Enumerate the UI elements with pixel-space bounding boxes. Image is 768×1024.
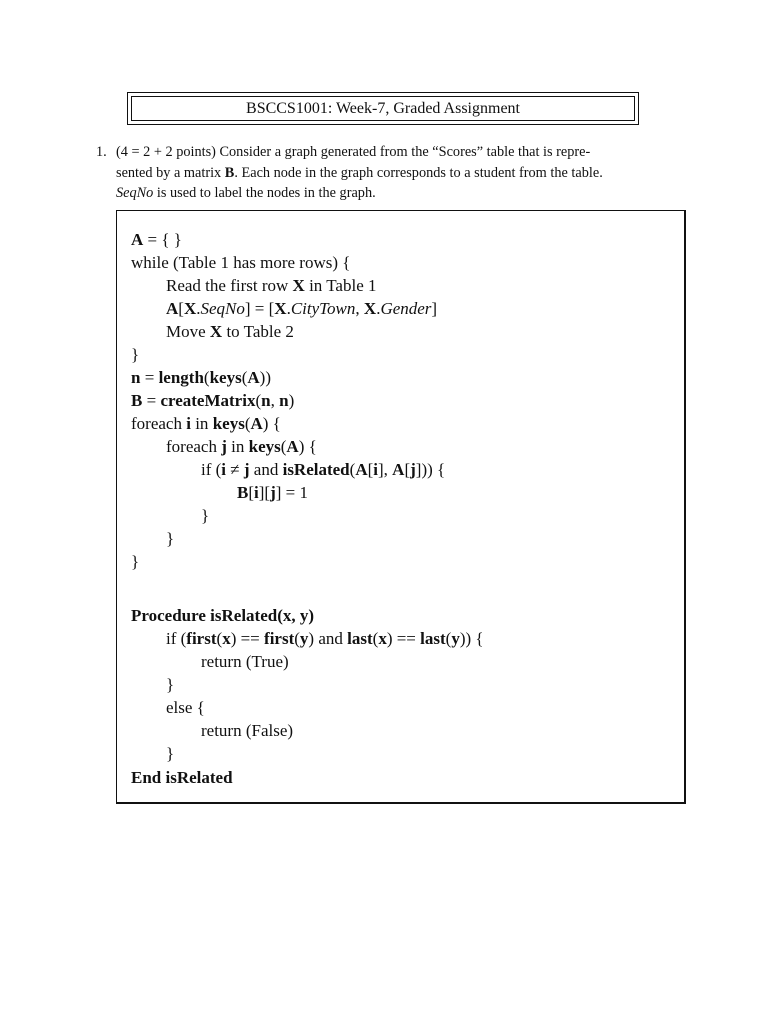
code-line xyxy=(131,229,182,251)
code-token: ] = [ xyxy=(244,299,275,318)
code-line xyxy=(131,390,294,412)
question-line-3 xyxy=(116,183,686,204)
code-token: i xyxy=(254,483,259,502)
code-token: i xyxy=(221,460,227,479)
code-token: ) { xyxy=(262,414,281,433)
code-token: A xyxy=(392,460,405,479)
page-title: BSCCS1001: Week-7, Graded Assignment xyxy=(131,96,635,121)
code-line: } xyxy=(131,552,140,571)
code-token: , xyxy=(270,391,280,410)
code-line: } xyxy=(201,506,210,525)
code-token: y xyxy=(451,629,460,648)
code-token: i xyxy=(373,460,378,479)
pseudocode-box xyxy=(116,210,686,804)
code-line: } xyxy=(166,744,175,763)
code-token: SeqNo xyxy=(200,299,245,318)
code-token: keys xyxy=(248,437,281,456)
code-line xyxy=(166,436,317,458)
code-token: first xyxy=(264,629,295,648)
code-line: else { xyxy=(166,698,205,717)
code-token: . xyxy=(376,299,381,318)
code-token: in Table 1 xyxy=(304,276,377,295)
code-token: A xyxy=(247,368,260,387)
code-token: A xyxy=(355,460,368,479)
code-token: i xyxy=(186,414,191,433)
code-token: ) == xyxy=(230,629,265,648)
code-token: j xyxy=(221,437,227,456)
procedure-end: End isRelated xyxy=(131,768,233,787)
code-token: ( xyxy=(244,414,251,433)
code-token: ( xyxy=(216,629,223,648)
code-token: X xyxy=(363,299,377,318)
code-token: ) == xyxy=(386,629,421,648)
code-token: . xyxy=(196,299,201,318)
code-token: x xyxy=(222,629,231,648)
code-token: first xyxy=(186,629,217,648)
code-token: ( xyxy=(372,629,379,648)
question-line-2 xyxy=(116,163,686,184)
code-token: if ( xyxy=(201,460,222,479)
code-line xyxy=(166,628,484,650)
code-line xyxy=(201,459,445,481)
code-token: in xyxy=(226,437,249,456)
code-token: ( xyxy=(280,437,287,456)
code-token: Read the first row xyxy=(166,276,293,295)
title-box xyxy=(127,92,639,125)
code-line xyxy=(166,298,437,320)
code-token: to Table 2 xyxy=(222,322,294,341)
code-token: ], xyxy=(378,460,393,479)
code-token: A xyxy=(250,414,263,433)
code-token: ])) { xyxy=(415,460,446,479)
code-token: [ xyxy=(178,299,184,318)
code-line: } xyxy=(131,345,140,364)
code-token: B xyxy=(237,483,249,502)
code-token: A xyxy=(166,299,179,318)
code-token: [ xyxy=(404,460,411,479)
code-token: foreach xyxy=(131,414,187,433)
code-token: foreach xyxy=(166,437,222,456)
code-token: keys xyxy=(209,368,242,387)
code-token: X xyxy=(292,276,305,295)
code-token: ( xyxy=(241,368,248,387)
code-token: ( xyxy=(349,460,356,479)
code-line xyxy=(131,367,271,389)
code-token: A xyxy=(286,437,299,456)
question-text xyxy=(116,142,686,204)
code-line xyxy=(237,482,308,504)
code-token: ] = 1 xyxy=(275,483,308,502)
code-token: . xyxy=(286,299,291,318)
code-token: keys xyxy=(212,414,245,433)
code-token: y xyxy=(299,629,309,648)
code-token: in xyxy=(190,414,213,433)
code-line xyxy=(131,413,281,435)
question-number: 1. xyxy=(96,144,107,160)
code-token: )) { xyxy=(459,629,484,648)
code-token: isRelated xyxy=(282,460,350,479)
text: is used to label the nodes in the graph. xyxy=(153,185,376,201)
code-token: n xyxy=(279,391,289,410)
code-line xyxy=(131,767,233,789)
code-token: X xyxy=(274,299,287,318)
question-1 xyxy=(96,142,686,204)
code-token: createMatrix xyxy=(160,391,256,410)
code-line: return (False) xyxy=(201,721,294,740)
code-token: x xyxy=(378,629,387,648)
code-token: [ xyxy=(248,483,255,502)
code-token: last xyxy=(347,629,373,648)
code-token: j xyxy=(270,483,276,502)
procedure-header: Procedure isRelated(x, y) xyxy=(131,606,315,625)
text: sented by a matrix xyxy=(116,164,225,181)
code-line xyxy=(166,321,294,343)
code-token: ( xyxy=(445,629,452,648)
question-line-1: (4 = 2 + 2 points) Consider a graph generated from the “Scores” table that is repre- xyxy=(116,144,591,160)
code-token: ( xyxy=(255,391,262,410)
code-token: = xyxy=(142,391,161,410)
code-token: A xyxy=(131,230,144,249)
code-token: ) xyxy=(288,391,295,410)
code-line: while (Table 1 has more rows) { xyxy=(131,253,351,272)
code-token: n xyxy=(261,391,271,410)
code-token: = { } xyxy=(143,230,182,249)
code-token: ] xyxy=(431,299,438,318)
code-token: ][ xyxy=(258,483,271,502)
matrix-symbol: B xyxy=(224,164,235,181)
code-token: last xyxy=(420,629,446,648)
code-token: n xyxy=(131,368,141,387)
code-token: X xyxy=(183,299,197,318)
code-line xyxy=(131,605,314,627)
code-token: if ( xyxy=(166,629,187,648)
code-token: ≠ xyxy=(226,460,244,479)
code-token: and xyxy=(249,460,283,479)
code-token: B xyxy=(131,391,143,410)
text: . Each node in the graph corresponds to a student from the table. xyxy=(234,164,603,181)
code-token: = xyxy=(140,368,159,387)
code-token: ) and xyxy=(308,629,348,648)
code-token: ( xyxy=(294,629,300,648)
code-line xyxy=(166,275,377,297)
code-token: [ xyxy=(367,460,374,479)
code-token: CityTown xyxy=(290,299,356,318)
code-token: ( xyxy=(203,368,210,387)
code-token: j xyxy=(410,460,416,479)
code-line: } xyxy=(166,529,175,548)
code-token: j xyxy=(243,460,250,479)
code-token: Move xyxy=(166,322,210,341)
code-token: length xyxy=(158,368,204,387)
field-name: SeqNo xyxy=(116,185,154,201)
code-line: return (True) xyxy=(201,652,289,671)
code-token: X xyxy=(209,322,223,341)
code-token: )) xyxy=(259,368,271,387)
code-token: , xyxy=(355,299,364,318)
code-line: } xyxy=(166,675,175,694)
code-token: Gender xyxy=(380,299,432,318)
code-token: ) { xyxy=(298,437,317,456)
